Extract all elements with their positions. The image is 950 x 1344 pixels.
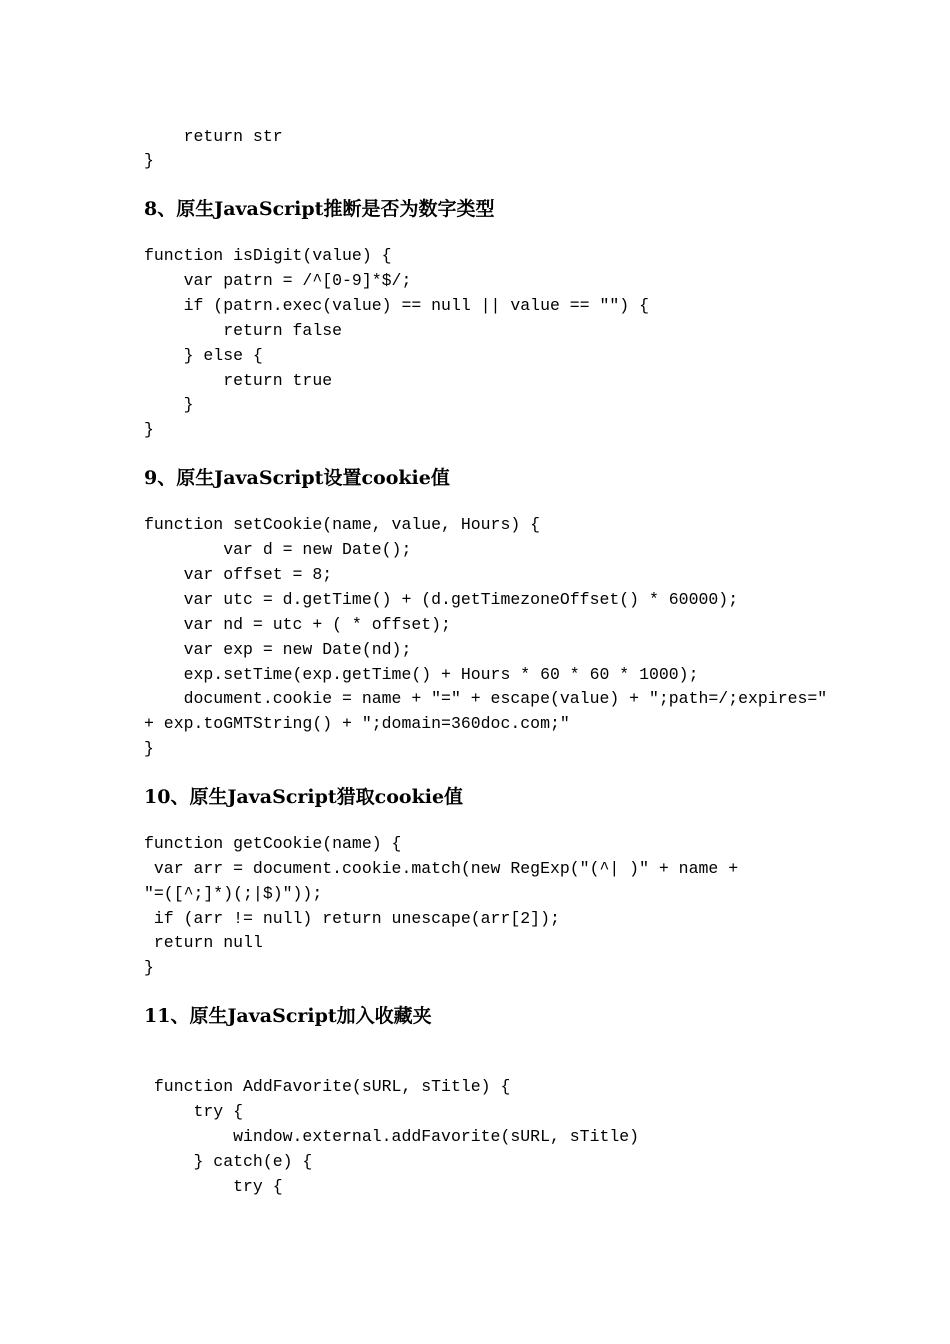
code-line: } (144, 151, 154, 170)
section-heading-10: 10、原生JavaScript猎取cookie值 (144, 786, 464, 808)
code-line: var nd = utc + ( * offset); (144, 615, 451, 634)
code-line: window.external.addFavorite(sURL, sTitle) (144, 1127, 640, 1146)
section-heading-11: 11、原生JavaScript加入收藏夹 (144, 1005, 432, 1027)
code-line: "=([^;]*)(;|$)")); (144, 884, 323, 903)
code-line: return true (144, 371, 333, 390)
code-line: if (arr != null) return unescape(arr[2]); (144, 909, 560, 928)
code-line: var arr = document.cookie.match(new RegExp("(^| )" + name + (144, 859, 739, 878)
code-line: } catch(e) { (144, 1152, 313, 1171)
code-line: exp.setTime(exp.getTime() + Hours * 60 * 60 * 1000); (144, 665, 699, 684)
code-line: var d = new Date(); (144, 540, 412, 559)
code-line: function AddFavorite(sURL, sTitle) { (144, 1077, 511, 1096)
code-line: try { (144, 1177, 283, 1196)
code-line: function setCookie(name, value, Hours) { (144, 515, 541, 534)
code-line: var patrn = /^[0-9]*$/; (144, 271, 412, 290)
code-line: var offset = 8; (144, 565, 333, 584)
section-heading-8: 8、原生JavaScript推断是否为数字类型 (144, 198, 495, 220)
code-line: return false (144, 321, 343, 340)
code-line: var exp = new Date(nd); (144, 640, 412, 659)
code-line: } (144, 420, 154, 439)
code-line: try { (144, 1102, 244, 1121)
section-heading-9: 9、原生JavaScript设置cookie值 (144, 467, 450, 489)
code-line: } (144, 958, 154, 977)
code-line: } (144, 739, 154, 758)
code-line: var utc = d.getTime() + (d.getTimezoneOffset() * 60000); (144, 590, 739, 609)
code-line: function isDigit(value) { (144, 246, 392, 265)
code-line: } else { (144, 346, 263, 365)
code-line: document.cookie = name + "=" + escape(value) + ";path=/;expires=" (144, 689, 828, 708)
code-line: return null (144, 933, 263, 952)
code-line: + exp.toGMTString() + ";domain=360doc.com;" (144, 714, 570, 733)
code-line: function getCookie(name) { (144, 834, 402, 853)
code-line: if (patrn.exec(value) == null || value == "") { (144, 296, 649, 315)
code-line: } (144, 395, 194, 414)
code-line: return str (144, 127, 283, 146)
